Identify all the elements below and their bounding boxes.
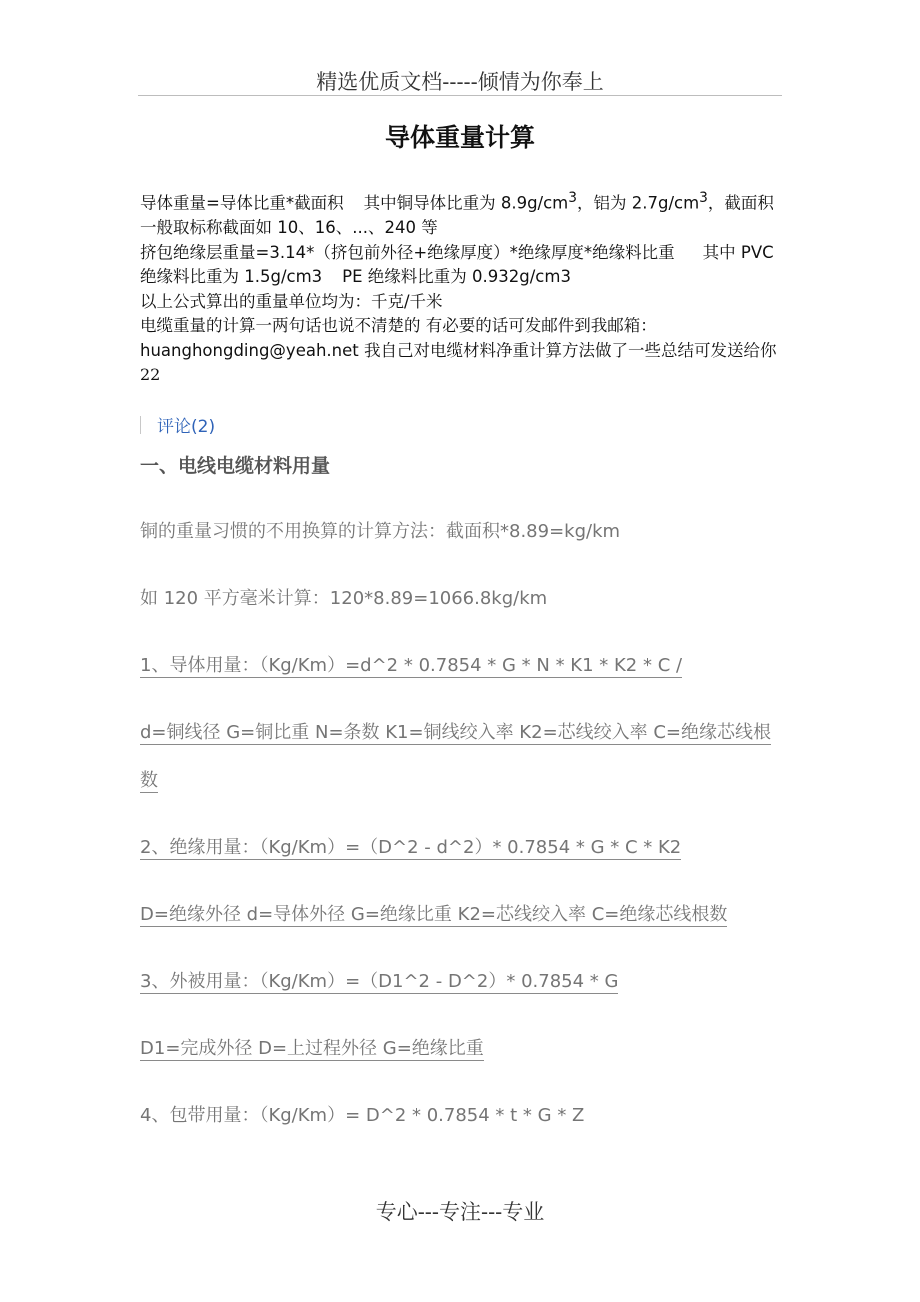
page-header: 精选优质文档-----倾情为你奉上: [316, 70, 604, 94]
insulation-usage-text: 2、绝缘用量：（Kg/Km）=（D^2 - d^2）* 0.7854 * G * C * K2: [140, 837, 682, 858]
intro-paragraph-1: [140, 186, 785, 241]
copper-weight-line: 铜的重量习惯的不用换算的计算方法：截面积*8.89=kg/km: [140, 521, 621, 542]
intro-paragraph-4: 电缆重量的计算一两句话也说不清楚的 有必要的话可发邮件到我邮箱：huanghongding@yeah.net 我自己对电缆材料净重计算方法做了一些总结可发送给你: [140, 316, 777, 360]
comment-divider: [140, 416, 141, 434]
example-line: 如 120 平方毫米计算：120*8.89=1066.8kg/km: [140, 588, 548, 609]
copper-density-text: 其中铜导体比重为 8.9g/cm: [363, 193, 569, 213]
conductor-usage-formula: [140, 651, 682, 677]
count-value: 22: [140, 365, 161, 384]
intro-block: [140, 186, 785, 388]
conductor-usage-legend-cont: [140, 766, 158, 792]
conductor-usage-legend: [140, 718, 771, 744]
conductor-usage-legend-text: d=铜线径 G=铜比重 N=条数 K1=铜线绞入率 K2=芯线绞入率 C=绝缘芯线根: [140, 722, 772, 743]
pe-density-text: PE 绝缘料比重为 0.932g/cm3: [342, 267, 571, 286]
intro-paragraph-3: 以上公式算出的重量单位均为：千克/千米: [140, 291, 443, 311]
superscript-3: 3: [699, 190, 708, 206]
cross-section-text: ，截面积一般取标称截面如 10、16、...、240 等: [140, 193, 774, 237]
header-divider: [138, 95, 782, 96]
jacket-usage-formula: [140, 967, 618, 993]
tape-usage-formula: 4、包带用量：（Kg/Km）= D^2 * 0.7854 * t * G * Z: [140, 1105, 585, 1126]
intro-paragraph-2: [140, 241, 785, 290]
section-heading: 一、电线电缆材料用量: [140, 455, 331, 477]
formula-conductor-weight: 导体重量=导体比重*截面积: [140, 193, 344, 213]
document-title: 导体重量计算: [384, 123, 535, 152]
insulation-usage-formula: [140, 833, 681, 859]
insulation-usage-legend: [140, 900, 727, 926]
conductor-usage-legend-cont-text: 数: [140, 770, 158, 791]
aluminium-density-text: ，铝为 2.7g/cm: [577, 193, 700, 213]
page-footer: 专心---专注---专业: [375, 1200, 545, 1224]
jacket-usage-text: 3、外被用量：（Kg/Km）=（D1^2 - D^2）* 0.7854 * G: [140, 971, 619, 992]
insulation-usage-legend-text: D=绝缘外径 d=导体外径 G=绝缘比重 K2=芯线绞入率 C=绝缘芯线根数: [140, 904, 728, 925]
formula-insulation-weight: 挤包绝缘层重量=3.14*（挤包前外径+绝缘厚度）*绝缘厚度*绝缘料比重: [140, 242, 675, 262]
comments-label[interactable]: 评论(2): [157, 417, 216, 437]
comments-link[interactable]: [140, 412, 215, 437]
jacket-usage-legend: [140, 1034, 484, 1060]
jacket-usage-legend-text: D1=完成外径 D=上过程外径 G=绝缘比重: [140, 1038, 484, 1059]
conductor-usage-text: 1、导体用量：（Kg/Km）=d^2 * 0.7854 * G * N * K1 * K2 * C /: [140, 655, 683, 676]
pvc-density-text: 其中 PVC 绝缘料比重为 1.5g/cm3: [140, 242, 774, 286]
superscript-3: 3: [568, 190, 577, 206]
